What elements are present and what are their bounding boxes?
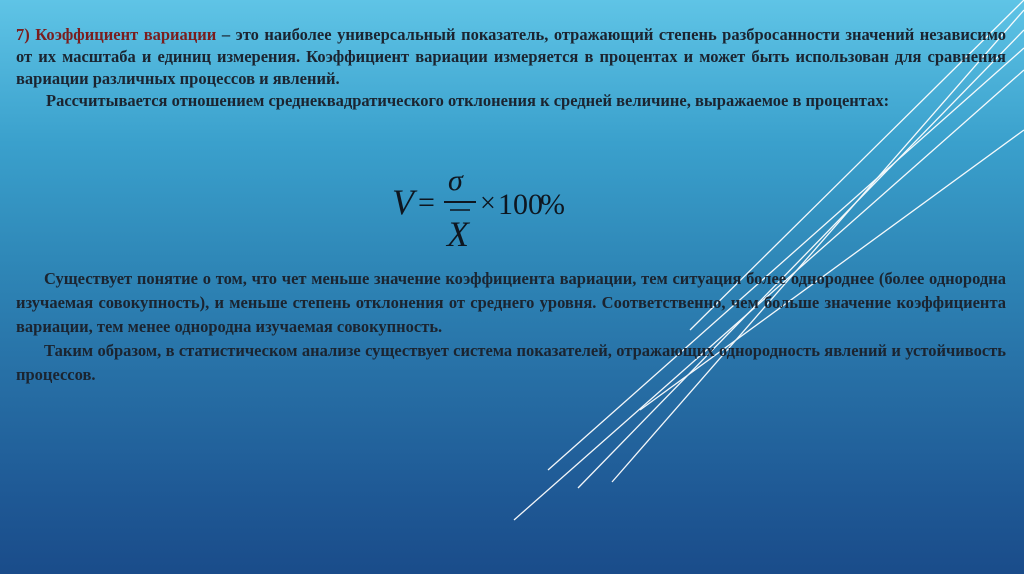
- definition-text: – это наиболее универсальный показатель, отражающий степень разбросанности значений независимо от их масштаба и единиц измерения. Коэффициент вариации измеряется в процентах и может быть использован для сравнения вариации различных процессов и явлений.: [16, 25, 1007, 88]
- paragraph-definition: [16, 24, 1006, 90]
- formula-numerator: σ: [448, 164, 463, 197]
- paragraph-homogeneity: Существует понятие о том, что чет меньше значение коэффициента вариации, тем ситуация более однороднее (более однородна изучаемая совокупность), и меньше степень отклонения от среднего уровня. Соответственно, чем больше значение коэффициента вариации, тем менее однородна изучаемая совокупность.: [16, 269, 1006, 336]
- paragraph-calculation: Рассчитывается отношением среднеквадратического отклонения к средней величине, выражаемое в процентах:: [46, 91, 890, 110]
- formula-denominator: X: [447, 214, 469, 253]
- formula-times: ×: [480, 188, 496, 219]
- paragraph-summary: Таким образом, в статистическом анализе существует система показателей, отражающих однородность явлений и устойчивость процессов.: [16, 341, 1006, 384]
- formula-percent: %: [540, 188, 565, 221]
- conclusion-text: [16, 267, 1006, 387]
- formula: [388, 158, 588, 253]
- formula-lhs: V: [392, 182, 414, 222]
- paragraph-number: 7): [16, 25, 30, 44]
- main-text: [16, 24, 1006, 112]
- term-coefficient-of-variation: Коэффициент вариации: [35, 25, 217, 44]
- formula-hundred: 100: [498, 188, 543, 221]
- formula-equals: =: [418, 186, 435, 219]
